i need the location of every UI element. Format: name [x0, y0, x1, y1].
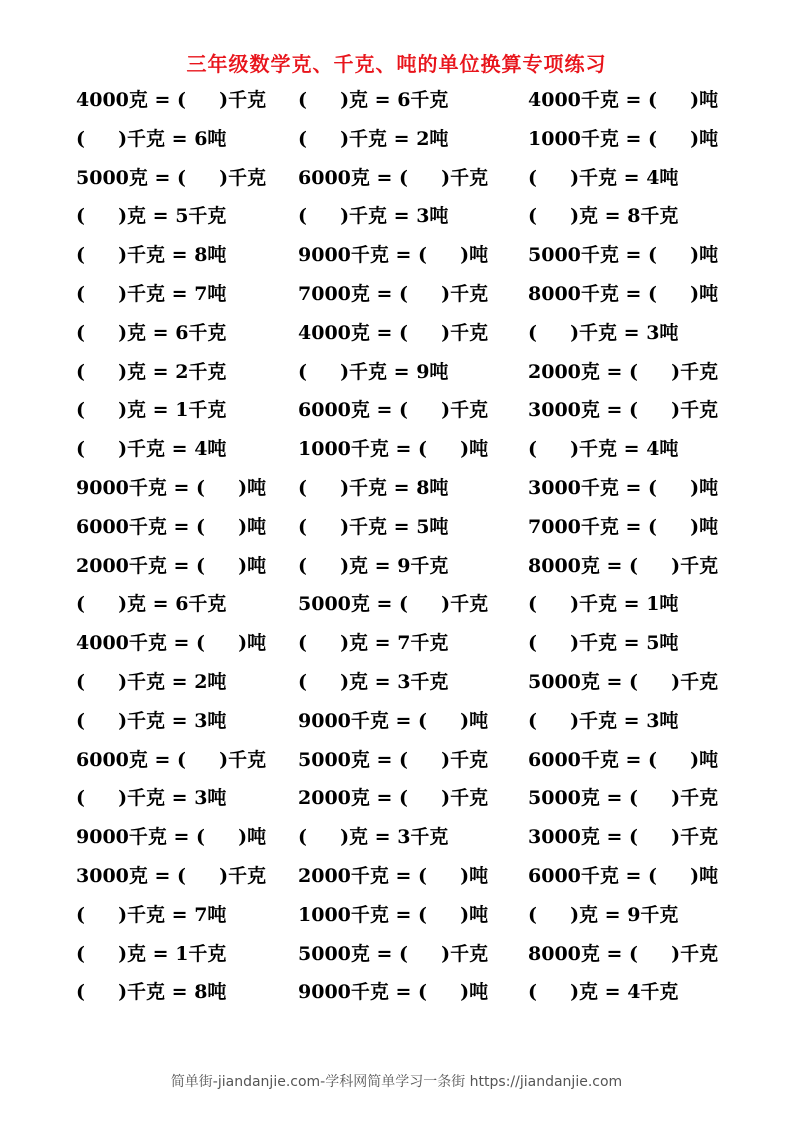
exercise-grid: [76, 86, 756, 1017]
exercise-row: [76, 784, 756, 823]
exercise-item: 6000千克 = ( )吨: [528, 748, 719, 771]
exercise-row: [76, 590, 756, 629]
exercise-row: [76, 513, 756, 552]
exercise-item: 9000千克 = ( )吨: [76, 476, 267, 499]
exercise-item: ( )克 = 9千克: [528, 903, 679, 926]
exercise-item: 5000克 = ( )千克: [528, 670, 719, 693]
exercise-item: ( )千克 = 4吨: [76, 438, 227, 461]
exercise-item: 9000千克 = ( )吨: [298, 244, 489, 267]
exercise-item: 4000千克 = ( )吨: [76, 632, 267, 655]
exercise-row: [76, 978, 756, 1017]
exercise-item: ( )千克 = 8吨: [76, 981, 227, 1004]
exercise-item: 9000千克 = ( )吨: [298, 981, 489, 1004]
exercise-item: ( )千克 = 3吨: [76, 787, 227, 810]
exercise-item: ( )千克 = 3吨: [76, 709, 227, 732]
exercise-row: [76, 280, 756, 319]
exercise-row: [76, 940, 756, 979]
exercise-row: [76, 862, 756, 901]
exercise-item: 5000千克 = ( )吨: [528, 244, 719, 267]
exercise-item: ( )千克 = 4吨: [528, 438, 679, 461]
exercise-item: ( )千克 = 5吨: [298, 515, 449, 538]
exercise-item: ( )千克 = 9吨: [298, 360, 449, 383]
exercise-item: 3000克 = ( )千克: [76, 864, 267, 887]
exercise-item: 9000千克 = ( )吨: [298, 709, 489, 732]
exercise-row: [76, 474, 756, 513]
exercise-item: ( )克 = 6千克: [76, 593, 227, 616]
exercise-item: ( )克 = 1千克: [76, 942, 227, 965]
exercise-row: [76, 629, 756, 668]
exercise-row: [76, 668, 756, 707]
exercise-item: ( )千克 = 2吨: [76, 670, 227, 693]
exercise-item: 5000克 = ( )千克: [298, 593, 489, 616]
exercise-item: 4000克 = ( )千克: [298, 321, 489, 344]
exercise-item: ( )千克 = 5吨: [528, 632, 679, 655]
exercise-item: 2000克 = ( )千克: [528, 360, 719, 383]
exercise-item: 1000千克 = ( )吨: [298, 903, 489, 926]
exercise-item: 5000克 = ( )千克: [528, 787, 719, 810]
exercise-row: [76, 823, 756, 862]
exercise-item: ( )克 = 7千克: [298, 632, 449, 655]
exercise-item: 1000千克 = ( )吨: [298, 438, 489, 461]
exercise-row: [76, 552, 756, 591]
exercise-item: ( )克 = 6千克: [76, 321, 227, 344]
exercise-row: [76, 901, 756, 940]
exercise-item: ( )千克 = 8吨: [76, 244, 227, 267]
exercise-item: ( )克 = 5千克: [76, 205, 227, 228]
exercise-item: ( )克 = 3千克: [298, 670, 449, 693]
exercise-row: [76, 164, 756, 203]
worksheet-title: 三年级数学克、千克、吨的单位换算专项练习: [186, 52, 607, 76]
exercise-item: ( )克 = 2千克: [76, 360, 227, 383]
exercise-item: 5000克 = ( )千克: [76, 166, 267, 189]
exercise-item: 3000克 = ( )千克: [528, 826, 719, 849]
exercise-item: ( )千克 = 1吨: [528, 593, 679, 616]
exercise-row: [76, 358, 756, 397]
exercise-item: 3000克 = ( )千克: [528, 399, 719, 422]
exercise-item: 2000千克 = ( )吨: [76, 554, 267, 577]
exercise-row: [76, 202, 756, 241]
exercise-item: 6000千克 = ( )吨: [528, 864, 719, 887]
exercise-row: [76, 707, 756, 746]
exercise-item: 2000克 = ( )千克: [298, 787, 489, 810]
exercise-item: ( )千克 = 3吨: [528, 321, 679, 344]
exercise-item: ( )千克 = 2吨: [298, 127, 449, 150]
exercise-item: ( )千克 = 7吨: [76, 282, 227, 305]
exercise-item: ( )克 = 4千克: [528, 981, 679, 1004]
exercise-item: 3000千克 = ( )吨: [528, 476, 719, 499]
exercise-row: [76, 319, 756, 358]
exercise-item: ( )克 = 1千克: [76, 399, 227, 422]
exercise-row: [76, 125, 756, 164]
exercise-item: 8000克 = ( )千克: [528, 554, 719, 577]
exercise-row: [76, 396, 756, 435]
exercise-item: 7000克 = ( )千克: [298, 282, 489, 305]
exercise-item: 7000千克 = ( )吨: [528, 515, 719, 538]
exercise-item: ( )克 = 3千克: [298, 826, 449, 849]
exercise-item: 1000千克 = ( )吨: [528, 127, 719, 150]
exercise-item: ( )千克 = 4吨: [528, 166, 679, 189]
exercise-item: 5000克 = ( )千克: [298, 748, 489, 771]
exercise-item: ( )克 = 9千克: [298, 554, 449, 577]
exercise-item: 9000千克 = ( )吨: [76, 826, 267, 849]
exercise-row: [76, 241, 756, 280]
exercise-item: ( )千克 = 3吨: [298, 205, 449, 228]
exercise-item: 6000克 = ( )千克: [298, 399, 489, 422]
exercise-item: 6000克 = ( )千克: [298, 166, 489, 189]
exercise-item: 8000千克 = ( )吨: [528, 282, 719, 305]
exercise-row: [76, 86, 756, 125]
exercise-item: ( )千克 = 7吨: [76, 903, 227, 926]
exercise-item: 6000千克 = ( )吨: [76, 515, 267, 538]
exercise-item: 4000克 = ( )千克: [76, 89, 267, 111]
exercise-item: 2000千克 = ( )吨: [298, 864, 489, 887]
exercise-item: ( )千克 = 3吨: [528, 709, 679, 732]
exercise-row: [76, 746, 756, 785]
exercise-item: 5000克 = ( )千克: [298, 942, 489, 965]
exercise-item: 4000千克 = ( )吨: [528, 89, 719, 111]
exercise-item: 6000克 = ( )千克: [76, 748, 267, 771]
exercise-item: ( )克 = 6千克: [298, 89, 449, 111]
exercise-row: [76, 435, 756, 474]
exercise-item: ( )千克 = 6吨: [76, 127, 227, 150]
footer-watermark: 简单街-jiandanjie.com-学科网简单学习一条街 https://jiandanjie.com: [170, 1074, 623, 1090]
exercise-item: ( )千克 = 8吨: [298, 476, 449, 499]
exercise-item: 8000克 = ( )千克: [528, 942, 719, 965]
exercise-item: ( )克 = 8千克: [528, 205, 679, 228]
